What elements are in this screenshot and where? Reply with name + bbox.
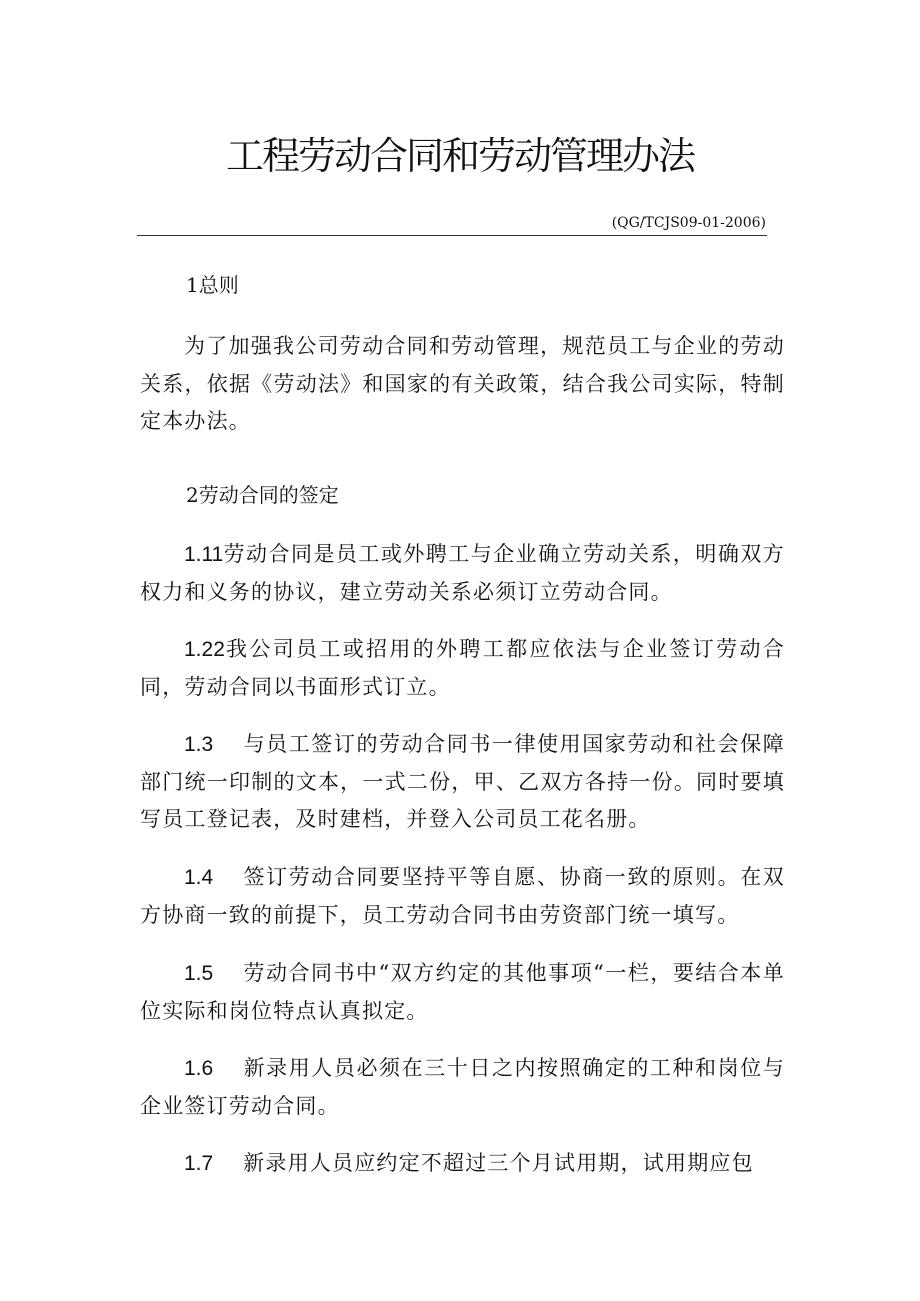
- clause-1-6: [140, 1050, 785, 1125]
- clause-number: 1.6: [184, 1057, 214, 1080]
- clause-number: 1.5: [184, 962, 214, 985]
- header-divider: [137, 235, 767, 236]
- clause-1-4: [140, 859, 785, 934]
- clause-1-7: [140, 1145, 785, 1183]
- clause-text: 新录用人员必须在三十日之内按照确定的工种和岗位与企业签订劳动合同。: [140, 1056, 785, 1118]
- clause-text: 与员工签订的劳动合同书一律使用国家劳动和社会保障部门统一印制的文本，一式二份，甲、乙双方各持一份。同时要填写员工登记表，及时建档，并登入公司员工花名册。: [140, 732, 785, 831]
- document-number: (QG/TCJS09-01-2006): [611, 215, 766, 231]
- clause-1-5: [140, 955, 785, 1030]
- clause-text: 我公司员工或招用的外聘工都应依法与企业签订劳动合同，劳动合同以书面形式订立。: [140, 637, 785, 699]
- clause-1-1: [140, 536, 785, 611]
- clause-number: 1.3: [184, 733, 214, 756]
- clause-1-3: [140, 726, 785, 839]
- clause-text: 劳动合同书中“双方约定的其他事项“一栏，要结合本单位实际和岗位特点认真拟定。: [140, 961, 785, 1023]
- clause-number: 1.22: [184, 638, 225, 661]
- clause-text: 签订劳动合同要坚持平等自愿、协商一致的原则。在双方协商一致的前提下，员工劳动合同书由劳资部门统一填写。: [140, 865, 785, 927]
- intro-paragraph: 为了加强我公司劳动合同和劳动管理，规范员工与企业的劳动关系，依据《劳动法》和国家的有关政策，结合我公司实际，特制定本办法。: [140, 334, 785, 433]
- clause-text: 劳动合同是员工或外聘工与企业确立劳动关系，明确双方权力和义务的协议，建立劳动关系必须订立劳动合同。: [140, 542, 785, 604]
- section-heading-contract-signing: 2劳动合同的签定: [186, 483, 339, 507]
- document-title: 工程劳动合同和劳动管理办法: [225, 134, 694, 178]
- clause-number: 1.7: [184, 1152, 214, 1175]
- clause-number: 1.11: [184, 543, 224, 566]
- clause-number: 1.4: [184, 866, 214, 889]
- section-heading-general: 1总则: [186, 273, 239, 297]
- clause-1-2: [140, 631, 785, 706]
- clause-text: 新录用人员应约定不超过三个月试用期，试用期应包: [243, 1151, 754, 1175]
